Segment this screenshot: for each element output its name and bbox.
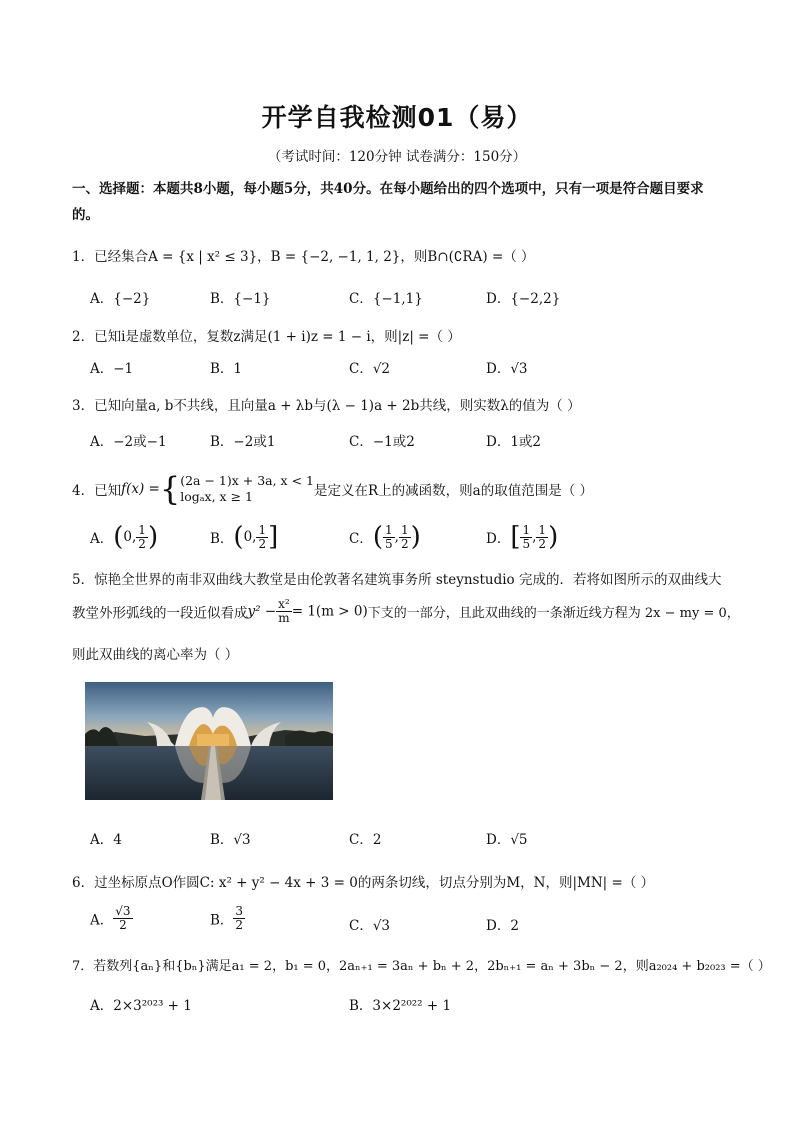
fraction — [233, 905, 245, 932]
option-label: D． — [486, 531, 511, 547]
question-4-option-c — [349, 522, 421, 552]
question-4-tail: 是定义在R上的减函数，则a的取值范围是（ ） — [313, 483, 593, 499]
piecewise-case-2: logₐx, x ≥ 1 — [180, 489, 253, 504]
question-4-option-a — [90, 522, 158, 552]
question-1-stem: 1．已经集合A = {x | x² ≤ 3}，B = {−2, −1, 1, 2}，则B∩(∁RA) =（ ） — [72, 249, 535, 265]
question-5-option-a: A．4 — [90, 832, 122, 848]
question-5-line-1: 5．惊艳全世界的南非双曲线大教堂是由伦敦著名建筑事务所 steynstudio 完成的．若将如图所示的双曲线大 — [72, 572, 722, 588]
question-2-option-d: D．√3 — [486, 361, 528, 377]
option-label: B． — [210, 531, 234, 547]
denominator: 2 — [400, 536, 409, 551]
numerator: 1 — [138, 522, 146, 537]
question-5-line-3: 则此双曲线的离心率为（ ） — [72, 647, 239, 663]
question-5-text-b: 下支的一部分，且此双曲线的一条渐近线方程为 2x − my = 0， — [367, 606, 740, 621]
open-bracket: ( — [113, 522, 124, 552]
comma: , — [532, 529, 537, 545]
section-heading: 一、选择题：本题共8小题，每小题5分，共40分。在每小题给出的四个选项中，只有一项是符合题目要求的。 — [72, 181, 704, 223]
open-bracket: ( — [233, 522, 244, 552]
page-title: 开学自我检测01（易） — [261, 103, 533, 132]
denominator: 5 — [522, 536, 531, 551]
question-4-option-b — [210, 522, 278, 552]
interval-lower: 0, — [123, 529, 137, 545]
question-1-option-c: C．{−1,1} — [349, 291, 423, 307]
numerator: 1 — [385, 522, 393, 537]
question-3-option-d: D．1或2 — [486, 434, 542, 450]
close-bracket: ) — [410, 522, 421, 552]
question-5-line-2 — [72, 597, 740, 632]
numerator: 1 — [522, 522, 531, 537]
denominator: 2 — [235, 918, 244, 932]
numerator: 1 — [400, 522, 409, 537]
question-7-option-a: A．2×3²⁰²³ + 1 — [90, 998, 192, 1014]
option-label: C． — [349, 531, 373, 547]
equation-left: y² − — [247, 603, 277, 620]
question-2-stem: 2．已知i是虚数单位，复数z满足(1 + i)z = 1 − i，则|z| =（ ） — [72, 329, 461, 345]
question-4-stem — [72, 470, 732, 506]
cathedral-photo — [85, 682, 333, 800]
option-label: B． — [210, 912, 234, 929]
fraction-upper — [536, 524, 548, 551]
question-3-option-c: C．−1或2 — [349, 434, 415, 450]
option-label: A． — [90, 531, 114, 547]
cathedral-photo-image — [85, 682, 333, 800]
equation-right: = 1(m > 0) — [291, 603, 368, 620]
open-bracket: ( — [372, 522, 383, 552]
option-label: A． — [90, 912, 114, 929]
numerator: x² — [278, 597, 290, 611]
question-3-option-b: B．−2或1 — [210, 434, 276, 450]
question-4-option-d — [486, 522, 558, 552]
close-bracket: ] — [268, 522, 279, 552]
piecewise-case-1: (2a − 1)x + 3a, x < 1 — [180, 473, 314, 488]
question-6-option-d: D．2 — [486, 918, 519, 934]
question-7-option-b: B．3×2²⁰²² + 1 — [349, 998, 452, 1014]
denominator: 2 — [119, 918, 127, 932]
question-1-option-a: A．{−2} — [90, 291, 151, 307]
numerator: 1 — [258, 522, 267, 537]
fraction — [113, 905, 132, 932]
question-2-option-a: A．−1 — [90, 361, 134, 377]
denominator: 2 — [138, 536, 146, 551]
fraction — [256, 524, 268, 551]
denominator: m — [278, 611, 290, 625]
question-2-option-c: C．√2 — [349, 361, 391, 377]
question-3-stem: 3．已知向量a, b不共线，且向量a + λb与(λ − 1)a + 2b共线，则实数λ的值为（ ） — [72, 398, 581, 414]
numerator: 1 — [538, 522, 547, 537]
question-5-option-c: C．2 — [349, 832, 382, 848]
equation-fraction — [276, 598, 292, 625]
numerator: 3 — [235, 904, 244, 918]
numerator: √3 — [115, 904, 131, 918]
close-bracket: ) — [147, 522, 159, 552]
question-5-option-b: B．√3 — [210, 832, 251, 848]
comma: , — [394, 529, 399, 545]
piecewise-brace: { — [159, 470, 181, 508]
denominator: 5 — [385, 536, 393, 551]
interval-lower: 0, — [243, 529, 257, 545]
fraction — [136, 524, 148, 551]
question-1-option-d: D．{−2,2} — [486, 291, 561, 307]
question-4-lead: 4．已知 — [72, 483, 122, 499]
question-4-function: f(x) = — [121, 481, 160, 497]
fraction-lower — [520, 524, 532, 551]
question-6-stem: 6．过坐标原点O作圆C: x² + y² − 4x + 3 = 0的两条切线，切点分别为M，N，则|MN| =（ ） — [72, 875, 655, 891]
question-3-option-a: A．−2或−1 — [90, 434, 167, 450]
question-7-stem: 7．若数列{aₙ}和{bₙ}满足a₁ = 2，b₁ = 0，2aₙ₊₁ = 3aₙ + bₙ + 2，2bₙ₊₁ = aₙ + 3bₙ − 2，则a₂₀₂₄ + b₂₀₂₃ =（ ） — [72, 959, 771, 974]
close-bracket: ) — [548, 522, 559, 552]
exam-info: （考试时间：120分钟 试卷满分：150分） — [267, 149, 527, 165]
question-2-option-b: B．1 — [210, 361, 243, 377]
piecewise-cases — [180, 473, 314, 505]
question-5-text-a: 教堂外形弧线的一段近似看成 — [72, 605, 248, 622]
denominator: 2 — [258, 536, 267, 551]
denominator: 2 — [538, 536, 547, 551]
question-6-option-b — [210, 905, 245, 932]
question-6-option-c: C．√3 — [349, 918, 391, 934]
question-6-option-a — [90, 905, 133, 932]
question-5-option-d: D．√5 — [486, 832, 528, 848]
open-bracket: [ — [510, 522, 521, 552]
fraction-upper — [399, 524, 411, 551]
question-1-option-b: B．{−1} — [210, 291, 271, 307]
fraction-lower — [383, 524, 395, 551]
